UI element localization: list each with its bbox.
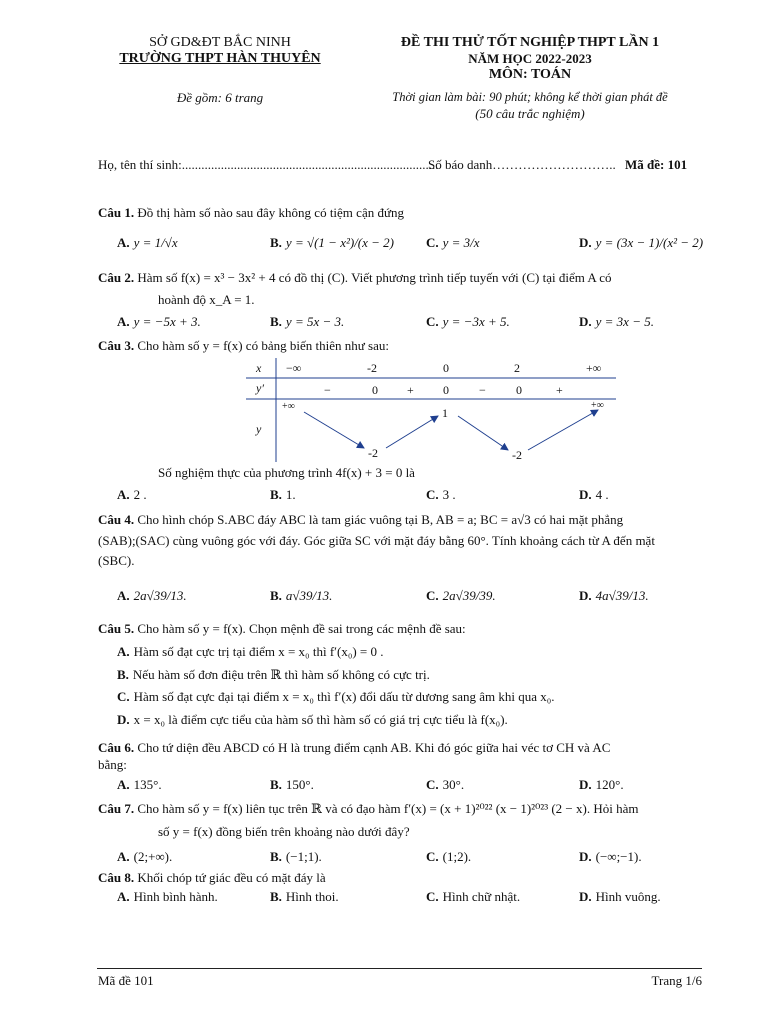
option-text: Nếu hàm số đơn điệu trên ℝ thì hàm số không có cực trị. — [132, 667, 430, 682]
option-1a[interactable] — [117, 235, 178, 251]
question-7-continued: số y = f(x) đồng biến trên khoảng nào dưới đây? — [158, 824, 410, 839]
y-value: -2 — [368, 446, 378, 460]
option-2b[interactable] — [270, 314, 344, 330]
option-letter: D. — [579, 235, 592, 250]
option-8a[interactable] — [117, 889, 218, 905]
option-letter: A. — [117, 889, 130, 904]
option-letter: C. — [426, 849, 439, 864]
option-text: 150°. — [285, 777, 314, 792]
sign: 0 — [516, 383, 522, 397]
sign: + — [556, 383, 563, 397]
exam-title: ĐỀ THI THỬ TỐT NGHIỆP THPT LẦN 1 — [400, 35, 660, 50]
subject: MÔN: TOÁN — [488, 67, 572, 82]
option-1d[interactable] — [579, 235, 703, 251]
arrow-down — [304, 412, 364, 448]
option-1c[interactable] — [426, 235, 480, 251]
option-5a[interactable] — [117, 644, 384, 660]
option-letter: D. — [579, 588, 592, 603]
question-label: Câu 3. — [98, 338, 135, 353]
arrow-up — [528, 410, 598, 450]
x-value: +∞ — [586, 361, 602, 375]
question-5 — [98, 621, 466, 637]
question-4-continued-2: (SBC). — [98, 553, 135, 568]
school-department: SỞ GD&ĐT BẮC NINH — [149, 35, 291, 50]
option-letter: D. — [117, 712, 130, 727]
option-letter: C. — [426, 777, 439, 792]
exam-code: Mã đề: 101 — [625, 157, 688, 172]
question-4 — [98, 512, 623, 528]
option-1b[interactable] — [270, 235, 394, 251]
question-text: Cho tứ diện đều ABCD có H là trung điểm cạnh AB. Khi đó góc giữa hai véc tơ CH và AC — [137, 740, 611, 755]
option-7c[interactable] — [426, 849, 471, 865]
question-text: Cho hàm số y = f(x) liên tục trên ℝ và có đạo hàm f′(x) = (x + 1)²⁰²² (x − 1)²⁰²³ (2 − x). Hỏi hàm — [137, 801, 639, 816]
option-3b[interactable] — [270, 487, 296, 503]
option-letter: A. — [117, 235, 130, 250]
question-label: Câu 5. — [98, 621, 135, 636]
question-text: Cho hàm số y = f(x) có bảng biến thiên như sau: — [137, 338, 389, 353]
sign: + — [407, 383, 414, 397]
question-label: Câu 8. — [98, 870, 135, 885]
y-row-label: y — [256, 422, 262, 436]
student-id-field: Số báo danh……………………….. — [428, 157, 616, 172]
question-label: Câu 4. — [98, 512, 135, 527]
x-value: 2 — [514, 361, 520, 375]
question-8 — [98, 870, 326, 886]
option-3a[interactable] — [117, 487, 147, 503]
question-1 — [98, 205, 404, 221]
question-2-continued: hoành độ x_A = 1. — [158, 292, 255, 307]
option-letter: D. — [579, 849, 592, 864]
page-count: Đề gồm: 6 trang — [176, 90, 264, 105]
y-value: 1 — [442, 406, 448, 420]
option-5b[interactable] — [117, 667, 430, 683]
option-letter: D. — [579, 777, 592, 792]
page-number: Trang 1/6 — [651, 973, 702, 988]
option-letter: B. — [270, 777, 282, 792]
option-letter: C. — [426, 487, 439, 502]
option-3d[interactable] — [579, 487, 609, 503]
option-letter: B. — [270, 588, 282, 603]
option-letter: B. — [117, 667, 129, 682]
option-text: 135°. — [133, 777, 162, 792]
option-text: Hình thoi. — [285, 889, 339, 904]
option-letter: C. — [426, 588, 439, 603]
question-count: (50 câu trắc nghiệm) — [475, 106, 585, 121]
option-6a[interactable] — [117, 777, 162, 793]
option-text: (−1;1). — [285, 849, 322, 864]
option-text: y = 1/√x — [133, 235, 178, 250]
question-label: Câu 2. — [98, 270, 135, 285]
option-letter: D. — [579, 487, 592, 502]
option-text: y = −3x + 5. — [442, 314, 510, 329]
option-text: Hình vuông. — [595, 889, 661, 904]
option-8b[interactable] — [270, 889, 339, 905]
footer-divider — [97, 968, 702, 969]
option-4a[interactable] — [117, 588, 187, 604]
option-letter: A. — [117, 588, 130, 603]
question-6-continued: bằng: — [98, 757, 127, 772]
option-letter: C. — [117, 689, 130, 704]
option-4d[interactable] — [579, 588, 649, 604]
variation-table — [246, 358, 616, 462]
question-text: Khối chóp tứ giác đều có mặt đáy là — [137, 870, 326, 885]
option-letter: A. — [117, 777, 130, 792]
option-text: y = 3/x — [442, 235, 480, 250]
variation-table-lines — [246, 358, 616, 462]
option-8c[interactable] — [426, 889, 520, 905]
option-letter: C. — [426, 235, 439, 250]
question-label: Câu 1. — [98, 205, 135, 220]
question-7 — [98, 801, 638, 817]
option-text: x = x₀ là điểm cực tiểu của hàm số thì hàm số có giá trị cực tiểu là f(x₀). — [133, 712, 508, 727]
time-note: Thời gian làm bài: 90 phút; không kể thời gian phát đề — [392, 90, 668, 104]
x-value: 0 — [443, 361, 449, 375]
option-letter: A. — [117, 849, 130, 864]
question-label: Câu 6. — [98, 740, 135, 755]
option-text: (1;2). — [442, 849, 472, 864]
option-6b[interactable] — [270, 777, 314, 793]
option-text: 120°. — [595, 777, 624, 792]
option-4c[interactable] — [426, 588, 496, 604]
y-value: +∞ — [282, 401, 295, 412]
sign: − — [324, 383, 331, 397]
option-text: (−∞;−1). — [595, 849, 642, 864]
option-text: y = −5x + 3. — [133, 314, 201, 329]
school-year: NĂM HỌC 2022-2023 — [468, 51, 592, 66]
option-text: 2a√39/39. — [442, 588, 496, 603]
option-letter: B. — [270, 849, 282, 864]
option-letter: A. — [117, 644, 130, 659]
x-value: −∞ — [286, 361, 302, 375]
option-text: y = (3x − 1)/(x² − 2) — [595, 235, 704, 250]
option-text: Hàm số đạt cực trị tại điểm x = x₀ thì f′(x₀) = 0 . — [133, 644, 384, 659]
student-name-field: Họ, tên thí sinh:............................................................................... — [98, 157, 439, 172]
x-row-label: x — [256, 361, 262, 375]
option-letter: B. — [270, 889, 282, 904]
option-text: Hình chữ nhật. — [442, 889, 521, 904]
question-6 — [98, 740, 610, 756]
option-text: 30°. — [442, 777, 465, 792]
y-prime-row-label: y′ — [256, 381, 264, 395]
question-text: Cho hàm số y = f(x). Chọn mệnh đề sai trong các mệnh đề sau: — [137, 621, 466, 636]
option-text: y = √(1 − x²)/(x − 2) — [285, 235, 395, 250]
option-8d[interactable] — [579, 889, 661, 905]
question-3-continued: Số nghiệm thực của phương trình 4f(x) + 3 = 0 là — [158, 465, 415, 480]
option-letter: B. — [270, 487, 282, 502]
question-text: Cho hình chóp S.ABC đáy ABC là tam giác vuông tại B, AB = a; BC = a√3 có hai mặt phẳng — [137, 512, 624, 527]
option-text: a√39/13. — [285, 588, 333, 603]
sign: 0 — [372, 383, 378, 397]
option-text: 1. — [285, 487, 296, 502]
option-letter: C. — [426, 889, 439, 904]
x-value: -2 — [367, 361, 377, 375]
y-value: -2 — [512, 448, 522, 462]
option-text: Hàm số đạt cực đại tại điểm x = x₀ thì f′(x) đổi dấu từ dương sang âm khi qua x₀. — [133, 689, 555, 704]
arrow-up — [386, 416, 438, 448]
option-letter: A. — [117, 314, 130, 329]
option-letter: B. — [270, 235, 282, 250]
option-letter: D. — [579, 889, 592, 904]
question-text: Đồ thị hàm số nào sau đây không có tiệm cận đứng — [137, 205, 405, 220]
school-name: TRƯỜNG THPT HÀN THUYÊN — [119, 51, 321, 66]
option-letter: C. — [426, 314, 439, 329]
option-letter: B. — [270, 314, 282, 329]
option-text: 3 . — [442, 487, 456, 502]
option-text: y = 3x − 5. — [595, 314, 654, 329]
option-7d[interactable] — [579, 849, 642, 865]
option-7a[interactable] — [117, 849, 172, 865]
sign: − — [479, 383, 486, 397]
option-3c[interactable] — [426, 487, 456, 503]
sign: 0 — [443, 383, 449, 397]
option-5c[interactable] — [117, 689, 555, 705]
question-text: Hàm số f(x) = x³ − 3x² + 4 có đồ thị (C). Viết phương trình tiếp tuyến với (C) tại điểm A có — [137, 270, 612, 285]
arrow-down — [458, 416, 508, 450]
option-text: 2a√39/13. — [133, 588, 187, 603]
option-text: 4 . — [595, 487, 609, 502]
question-3 — [98, 338, 389, 354]
option-2a[interactable] — [117, 314, 201, 330]
question-4-continued: (SAB);(SAC) cùng vuông góc với đáy. Góc giữa SC với mặt đáy bằng 60°. Tính khoảng cách từ A đến mặt — [98, 533, 655, 548]
option-7b[interactable] — [270, 849, 322, 865]
option-letter: A. — [117, 487, 130, 502]
y-value: +∞ — [591, 400, 604, 411]
option-text: 4a√39/13. — [595, 588, 649, 603]
option-letter: D. — [579, 314, 592, 329]
option-text: 2 . — [133, 487, 147, 502]
footer-exam-code: Mã đề 101 — [98, 973, 154, 988]
question-2 — [98, 270, 612, 286]
option-6c[interactable] — [426, 777, 464, 793]
option-5d[interactable] — [117, 712, 508, 728]
option-4b[interactable] — [270, 588, 332, 604]
option-text: (2;+∞). — [133, 849, 173, 864]
question-label: Câu 7. — [98, 801, 135, 816]
option-2c[interactable] — [426, 314, 510, 330]
option-text: y = 5x − 3. — [285, 314, 345, 329]
option-2d[interactable] — [579, 314, 654, 330]
option-6d[interactable] — [579, 777, 624, 793]
option-text: Hình bình hành. — [133, 889, 218, 904]
